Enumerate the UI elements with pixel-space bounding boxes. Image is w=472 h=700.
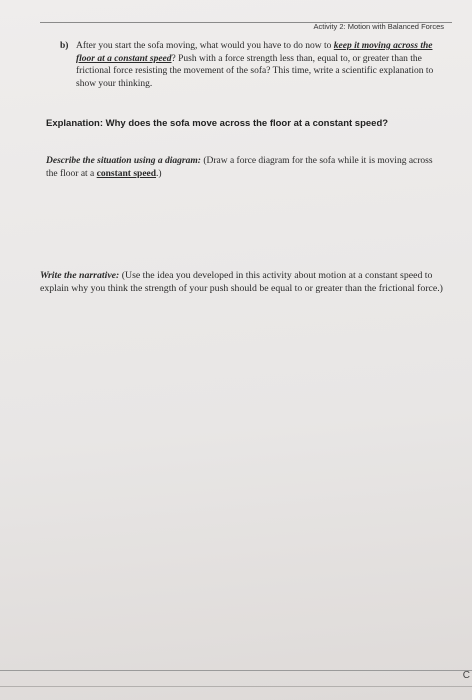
footer-rule-lower [0,686,472,687]
describe-text-2: .) [156,168,162,179]
question-b-text-1: After you start the sofa moving, what would you have to do now to [76,41,334,51]
edge-character: C [462,670,470,681]
question-b-text-2: ? Push with a force strength less than, equal to, or greater than the frictional force resisting the movement of the sofa? This time, write a scientific explanation to show your thinking. [76,53,434,89]
explanation-heading: Explanation: Why does the sofa move across the floor at a constant speed? [46,118,389,129]
question-b [60,40,440,90]
narrative-prompt [40,269,454,295]
question-b-underlined: keep it moving across the floor at a constant speed [76,41,433,64]
activity-title: Activity 2: Motion with Balanced Forces [313,22,444,31]
narrative-head: Write the narrative: [40,270,120,281]
describe-prompt [46,155,446,180]
describe-head: Describe the situation using a diagram: [46,156,201,166]
footer-rule [0,670,472,671]
narrative-text: (Use the idea you developed in this activity about motion at a constant speed to explain why you think the strength of your push should be equal to or greater than the frictional force.) [40,270,443,294]
describe-text-1: (Draw a force diagram for the sofa while it is moving across the floor at a [46,156,433,179]
question-b-label: b) [60,41,69,51]
describe-underlined: constant speed [96,168,157,179]
